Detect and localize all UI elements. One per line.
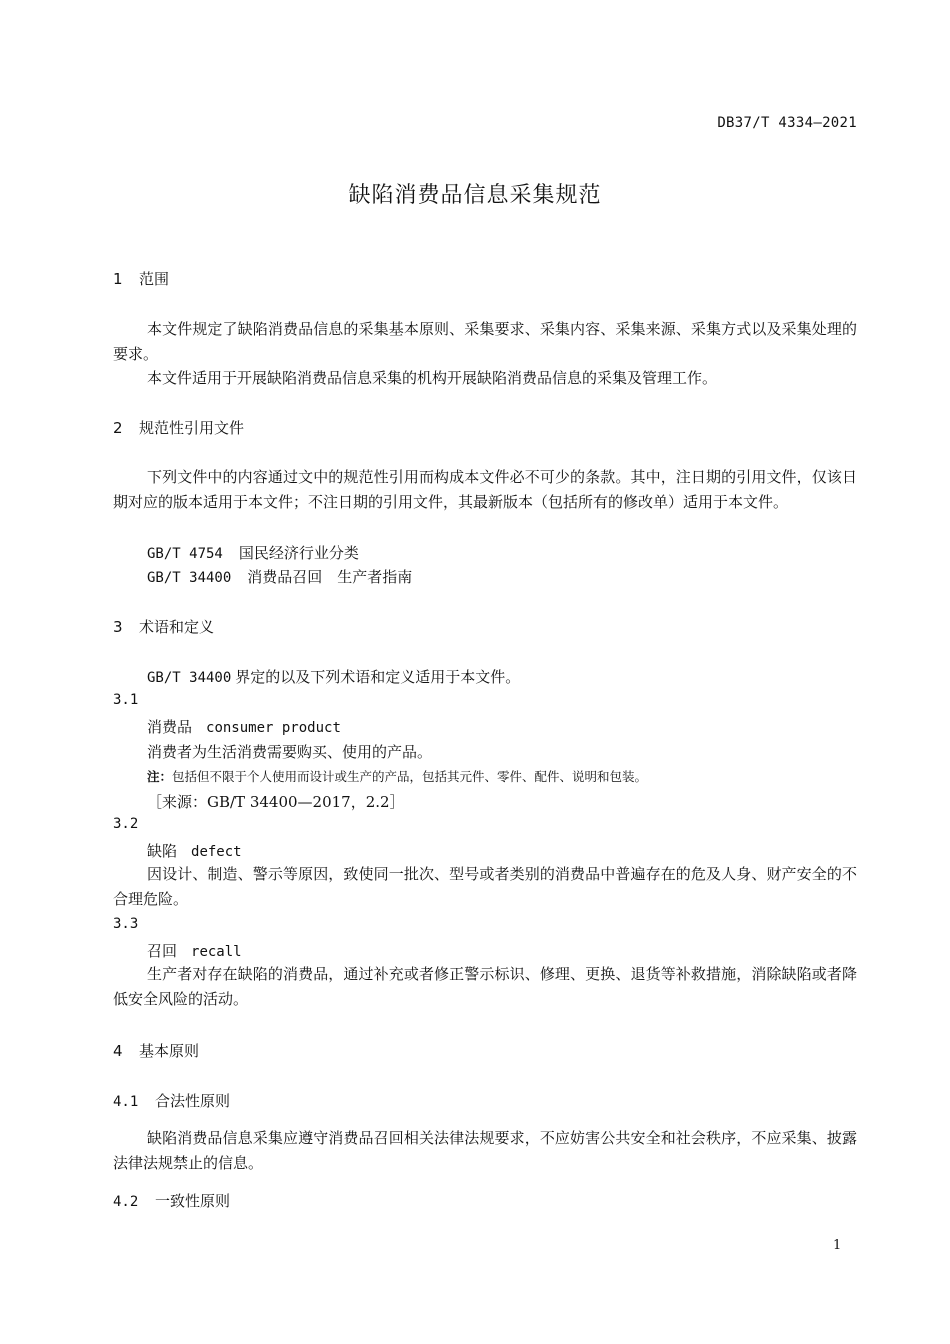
section-1-paragraph-2: 本文件适用于开展缺陷消费品信息采集的机构开展缺陷消费品信息的采集及管理工作。 bbox=[147, 369, 718, 387]
reference-item bbox=[147, 542, 359, 563]
subsection-4-1-heading bbox=[113, 1090, 230, 1111]
section-title: 范围 bbox=[139, 270, 170, 288]
intro-code: GB/T 34400 bbox=[147, 670, 232, 686]
subsection-4-1-paragraph: 缺陷消费品信息采集应遵守消费品召回相关法律法规要求，不应妨害公共安全和社会秩序，不应采集、披露法律法规禁止的信息。 bbox=[113, 1129, 857, 1172]
section-3-heading bbox=[113, 616, 214, 637]
subsection-number: 4.2 bbox=[113, 1194, 139, 1210]
subsection-title: 合法性原则 bbox=[155, 1092, 231, 1110]
subsection-title: 一致性原则 bbox=[155, 1192, 231, 1210]
section-title: 规范性引用文件 bbox=[139, 419, 245, 437]
section-number: 2 bbox=[113, 419, 123, 437]
term-heading bbox=[147, 940, 242, 961]
term-heading bbox=[147, 840, 242, 861]
term-zh: 召回 bbox=[147, 942, 178, 960]
reference-item bbox=[147, 566, 412, 587]
term-definition: 生产者对存在缺陷的消费品，通过补充或者修正警示标识、修理、更换、退货等补救措施，消除缺陷或者降低安全风险的活动。 bbox=[113, 965, 857, 1008]
section-number: 4 bbox=[113, 1042, 123, 1060]
term-definition: 因设计、制造、警示等原因，致使同一批次、型号或者类别的消费品中普遍存在的危及人身、财产安全的不合理危险。 bbox=[113, 865, 857, 908]
reference-code: GB/T 34400 bbox=[147, 570, 232, 586]
subsection-number: 4.1 bbox=[113, 1094, 139, 1110]
document-title: 缺陷消费品信息采集规范 bbox=[348, 183, 602, 208]
standard-number: DB37/T 4334—2021 bbox=[717, 115, 857, 131]
page-number: 1 bbox=[833, 1238, 842, 1253]
term-en: recall bbox=[191, 944, 242, 960]
term-definition: 消费者为生活消费需要购买、使用的产品。 bbox=[147, 743, 433, 761]
reference-name: 国民经济行业分类 bbox=[238, 544, 359, 562]
intro-text: 界定的以及下列术语和定义适用于本文件。 bbox=[235, 668, 521, 686]
section-2-paragraph-1: 下列文件中的内容通过文中的规范性引用而构成本文件必不可少的条款。其中，注日期的引用文件，仅该日期对应的版本适用于本文件；不注日期的引用文件，其最新版本（包括所有的修改单）适用于本文件。 bbox=[113, 468, 857, 511]
note-text: 包括但不限于个人使用而设计或生产的产品，包括其元件、零件、配件、说明和包装。 bbox=[172, 769, 648, 784]
term-zh: 缺陷 bbox=[147, 842, 178, 860]
term-number: 3.1 bbox=[113, 692, 139, 708]
reference-name: 消费品召回 生产者指南 bbox=[247, 568, 413, 586]
section-title: 基本原则 bbox=[139, 1042, 200, 1060]
reference-code: GB/T 4754 bbox=[147, 546, 223, 562]
note-label: 注： bbox=[147, 769, 173, 784]
term-number: 3.2 bbox=[113, 816, 139, 832]
section-4-heading bbox=[113, 1040, 199, 1061]
term-zh: 消费品 bbox=[147, 718, 193, 736]
section-number: 1 bbox=[113, 270, 123, 288]
term-note bbox=[147, 767, 647, 785]
term-number: 3.3 bbox=[113, 916, 139, 932]
subsection-4-2-heading bbox=[113, 1190, 230, 1211]
term-en: defect bbox=[191, 844, 242, 860]
section-3-intro bbox=[147, 666, 520, 687]
section-1-heading bbox=[113, 268, 169, 289]
section-number: 3 bbox=[113, 618, 123, 636]
section-2-heading bbox=[113, 417, 244, 438]
section-1-paragraph-1: 本文件规定了缺陷消费品信息的采集基本原则、采集要求、采集内容、采集来源、采集方式以及采集处理的要求。 bbox=[113, 320, 857, 363]
section-title: 术语和定义 bbox=[139, 618, 215, 636]
term-heading bbox=[147, 716, 341, 737]
term-source: ［来源：GB/T 34400—2017，2.2］ bbox=[147, 793, 405, 811]
term-en: consumer product bbox=[206, 720, 341, 736]
